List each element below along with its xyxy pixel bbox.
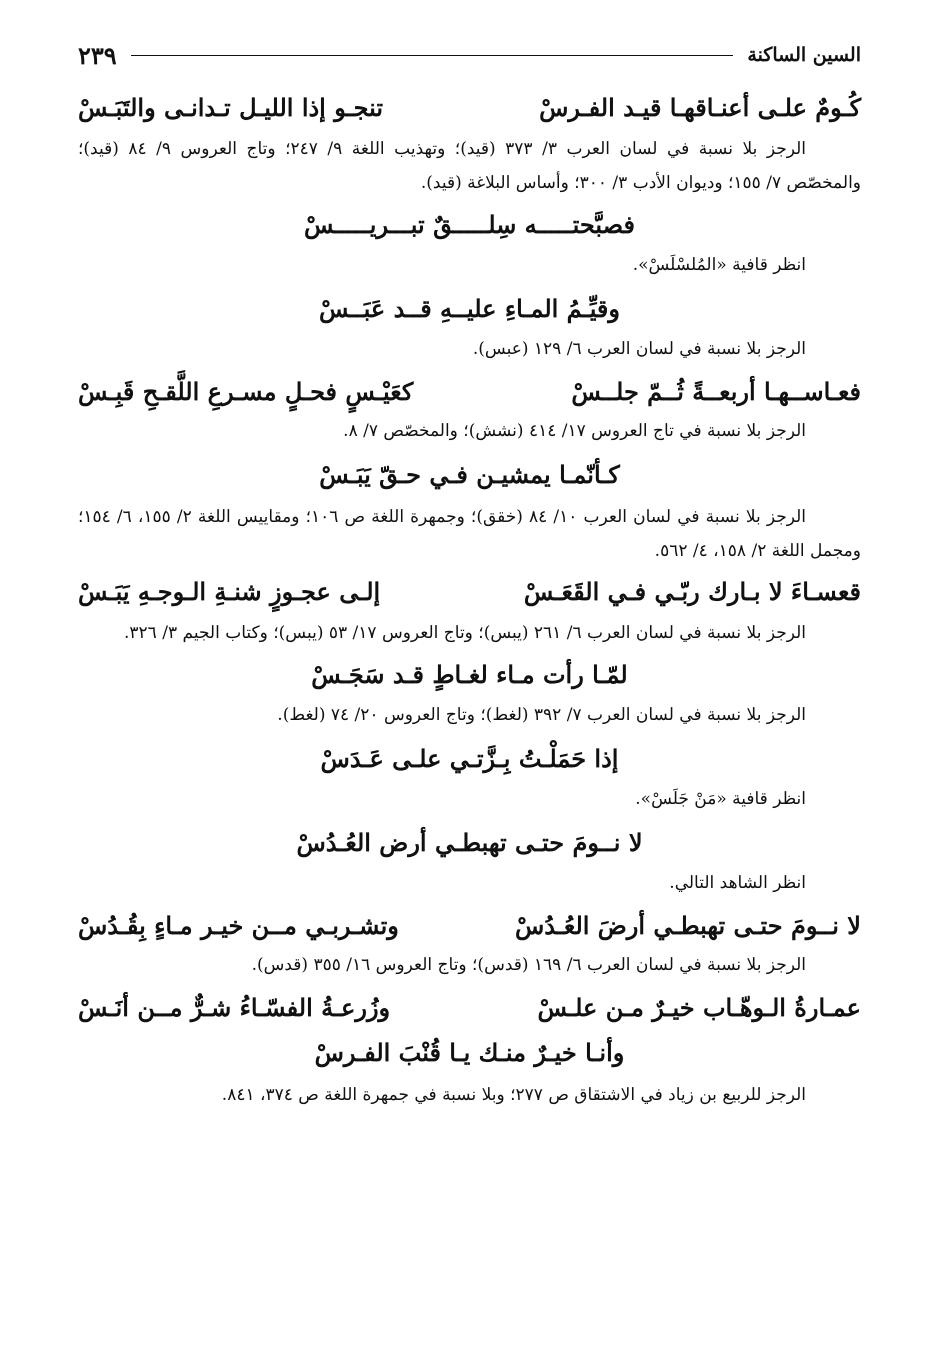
header-rule	[131, 55, 734, 56]
verse-sadr: لا نــومَ حتـى تهبطـي أرضَ العُـدُسْ	[514, 911, 861, 940]
verse-ajuz: كعَيْـسٍ فحـلٍ مسـرعِ اللَّقـحِ قَبِـسْ	[78, 377, 414, 406]
cross-reference: انظر قافية «المُلسْلَسْ».	[632, 255, 806, 275]
verse-sadr: كُـومٌ علـى أعنـاقهـا قيـد الفـرسْ	[539, 93, 861, 122]
verse-ajuz: تنجـو إذا الليـل تـدانـى والتَبَـسْ	[78, 93, 384, 122]
citation-note: الرجز بلا نسبة في لسان العرب ١٠/ ٨٤ (خقق)؛ وجمهرة اللغة ص ١٠٦؛ ومقاييس اللغة ٢/ ١٥٥، ٦/ ١٥٤؛ ومجمل اللغة ٢/ ١٥٨، ٤/ ٥٦٢.	[78, 507, 861, 561]
verse-ajuz: إلـى عجـوزٍ شنـةِ الـوجـهِ يَبَـسْ	[78, 577, 381, 606]
verse-centered: لمّـا رأت مـاء لغـاطٍ قـد سَجَـسْ	[311, 660, 628, 689]
verse-sadr: عمـارةُ الـوهّـاب خيـرٌ مـن علـسْ	[537, 993, 861, 1022]
cross-reference: الرجز بلا نسبة في تاج العروس ١٧/ ٤١٤ (نشش)؛ والمخصّص ٧/ ٨.	[343, 421, 806, 441]
citation-note: الرجز بلا نسبة في لسان العرب ٣/ ٣٧٣ (قيد)؛ وتهذيب اللغة ٩/ ٢٤٧؛ وتاج العروس ٩/ ٨٤ (قيد)؛ والمخصّص ٧/ ١٥٥؛ وديوان الأدب ٣/ ٣٠٠؛ وأساس البلاغة (قيد).	[78, 139, 861, 193]
verse-ajuz: وزُرعـةُ الفسّـاءُ شـرٌّ مــن أنَـسْ	[78, 993, 391, 1022]
verse-centered: فصبَّحتـــــه سِلـــــقٌ تبـــريـــــسْ	[304, 210, 635, 239]
cross-reference: انظر الشاهد التالي.	[669, 873, 806, 893]
page-number: ٢٣٩	[78, 40, 117, 70]
verse-line	[78, 570, 861, 614]
verse-centered: وقيِّـمُ المـاءِ عليــهِ قــد عَبَــسْ	[318, 294, 620, 323]
verse-line	[78, 370, 861, 414]
page-header	[78, 38, 861, 72]
verse-ajuz: وتشـربـي مــن خيـر مـاءٍ بِقُـدُسْ	[78, 911, 399, 940]
verse-line	[78, 86, 861, 130]
running-title: السين الساكنة	[747, 44, 861, 66]
citation-note: الرجز بلا نسبة في لسان العرب ٦/ ٢٦١ (يبس)؛ وتاج العروس ١٧/ ٥٣ (يبس)؛ وكتاب الجيم ٣/ ٣٢٦.	[124, 623, 806, 643]
verse-centered: وأنـا خيـرٌ منـك يـا قُنْبَ الفـرسْ	[314, 1038, 625, 1067]
verse-line	[78, 986, 861, 1030]
page-body	[78, 86, 861, 1114]
verse-centered: لا نــومَ حتـى تهبطـي أرض العُـدُسْ	[296, 828, 643, 857]
cross-reference: الرجز بلا نسبة في لسان العرب ٦/ ١٦٩ (قدس)؛ وتاج العروس ١٦/ ٣٥٥ (قدس).	[251, 955, 806, 975]
verse-sadr: قعسـاءَ لا بـارك ربّـي فـي القَعَـسْ	[523, 577, 861, 606]
verse-centered: إذا حَمَلْـتُ بِـزَّتـي علـى عَـدَسْ	[320, 744, 619, 773]
verse-line	[78, 904, 861, 948]
cross-reference: الرجز بلا نسبة في لسان العرب ٧/ ٣٩٢ (لغط)؛ وتاج العروس ٢٠/ ٧٤ (لغط).	[277, 705, 806, 725]
cross-reference: الرجز بلا نسبة في لسان العرب ٦/ ١٢٩ (عبس).	[472, 339, 806, 359]
cross-reference: انظر قافية «مَنْ جَلَسْ».	[635, 789, 806, 809]
verse-centered: كـأنّمـا يمشيـن فـي حـقّ يَبَـسْ	[319, 460, 620, 489]
verse-sadr: فعـاســهـا أربعــةً ثُــمّ جلــسْ	[571, 377, 861, 406]
citation-note: الرجز للربيع بن زياد في الاشتقاق ص ٢٧٧؛ وبلا نسبة في جمهرة اللغة ص ٣٧٤، ٨٤١.	[221, 1085, 806, 1105]
